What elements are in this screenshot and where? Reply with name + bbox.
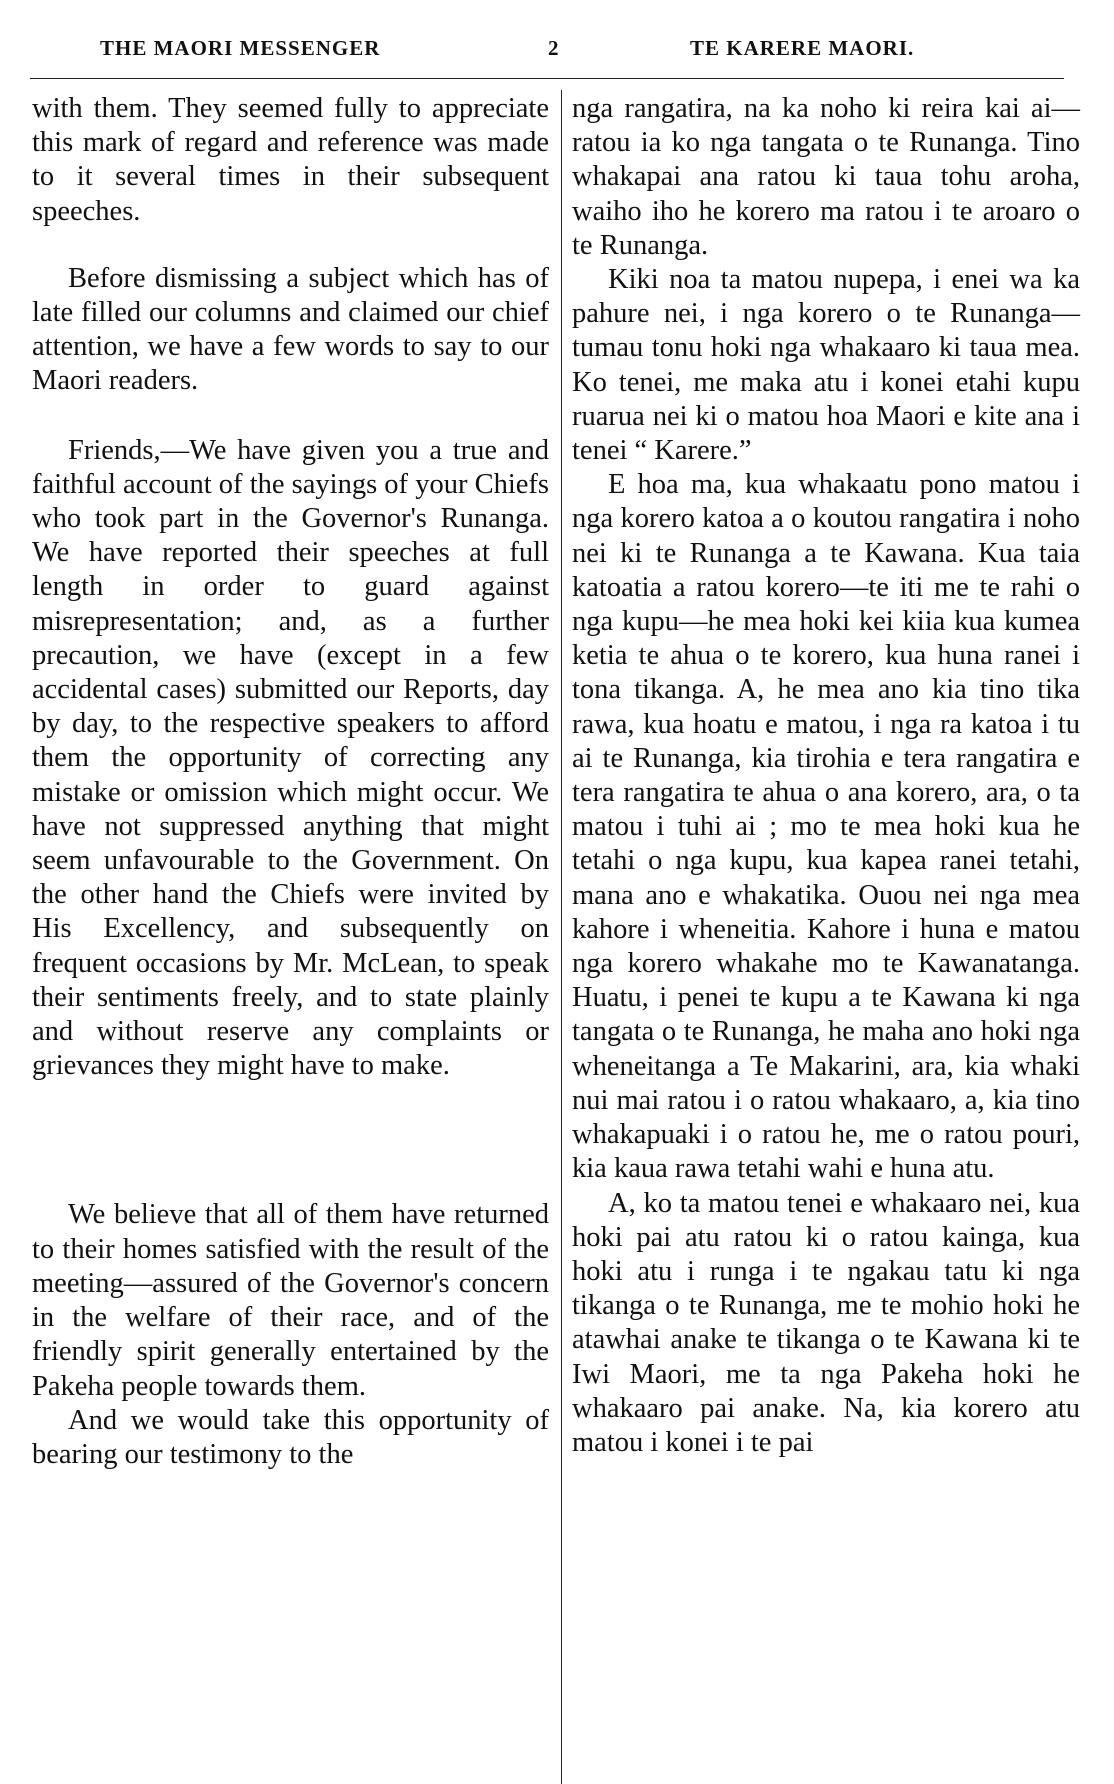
english-paragraph-3: Friends,—We have given you a true and faithful account of the sayings of your Chiefs who took part in the Governor's Runanga. We have reported their speeches at full length in order to guard against misrepresentation; and, as a further precaution, we have (except in a few accidental cases) submitted our Reports, day by day, to the respective speakers to afford them the opportunity of correcting any mistake or omission which might occur. We have not suppressed anything that might seem unfavourable to the Government. On the other hand the Chiefs were invited by His Excellency, and subsequently on frequent occasions by Mr. McLean, to speak their sentiments freely, and to state plainly and without reserve any complaints or grievances they might have to make. xyxy=(32,434,549,1082)
maori-paragraph-2: Kiki noa ta matou nupepa, i enei wa ka pahure nei, i nga korero o te Runanga—tumau tonu hoki nga whakaaro ki taua mea. Ko tenei, me maka atu i konei etahi kupu ruarua nei ki o matou hoa Maori e kite ana i tenei “ Karere.” xyxy=(572,264,1080,467)
page-header xyxy=(0,36,1114,76)
header-maori-title: TE KARERE MAORI. xyxy=(690,36,915,60)
english-paragraph-5: And we would take this opportunity of bearing our testimony to the xyxy=(32,1404,549,1470)
english-paragraph-4: We believe that all of them have returned to their homes satisfied with the result of the meeting—assured of the Governor's concern in the welfare of their race, and of the friendly spirit generally entertained by the Pakeha people towards them. xyxy=(32,1199,549,1402)
column-divider xyxy=(561,90,562,1784)
header-english-title: THE MAORI MESSENGER xyxy=(100,36,381,60)
english-paragraph-1: with them. They seemed fully to appreciate this mark of regard and reference was made to it several times in their subsequent speeches. xyxy=(32,93,549,227)
header-rule xyxy=(30,78,1064,79)
maori-column xyxy=(572,92,1080,1460)
english-paragraph-2: Before dismissing a subject which has of late filled our columns and claimed our chief attention, we have a few words to say to our Maori readers. xyxy=(32,262,549,397)
maori-paragraph-4: A, ko ta matou tenei e whakaaro nei, kua hoki pai atu ratou ki o ratou kainga, kua hoki atu i runga i te ngakau tatu ki nga tikanga o te Runanga, me te mohio hoki he atawhai anake te tikanga o te Kawana ki te Iwi Maori, me ta nga Pakeha hoki he whakaaro pai anake. Na, kia korero atu matou i konei i te pai xyxy=(572,1187,1080,1458)
maori-paragraph-1: nga rangatira, na ka noho ki reira kai ai—ratou ia ko nga tangata o te Runanga. Tino whakapai ana ratou ki taua tohu aroha, waiho iho he korero ma ratou i te aroaro o te Runanga. xyxy=(572,93,1080,261)
maori-paragraph-3: E hoa ma, kua whakaatu pono matou i nga korero katoa a o koutou rangatira i noho nei ki te Runanga a te Kawana. Kua taia katoatia a ratou korero—te iti me te rahi o nga kupu—he mea hoki kei kiia kua kumea ketia te ahua o te korero, kua huna ranei i tona tikanga. A, he mea ano kia tino tika rawa, kua hoatu e matou, i nga ra katoa i tu ai te Runanga, kia tirohia e tera rangatira e tera rangatira te ahua o ana korero, ara, o ta matou i tuhi ai ; mo te mea hoki kua he tetahi o nga kupu, kua kapea ranei tetahi, mana ano e whakatika. Ouou nei nga mea kahore i wheneitia. Kahore i huna e matou nga korero whakahe mo te Kawanatanga. Huatu, i penei te kupu a te Kawana ki nga tangata o te Runanga, he maha ano hoki nga wheneitanga a Te Makarini, ara, kia whaki nui mai ratou i o ratou whakaaro, a, kia tino whakapuaki i o ratou he, me o ratou pouri, kia kaua rawa tetahi wahi e huna atu. xyxy=(572,469,1080,1185)
english-column xyxy=(32,92,549,1472)
page-number: 2 xyxy=(548,36,560,60)
